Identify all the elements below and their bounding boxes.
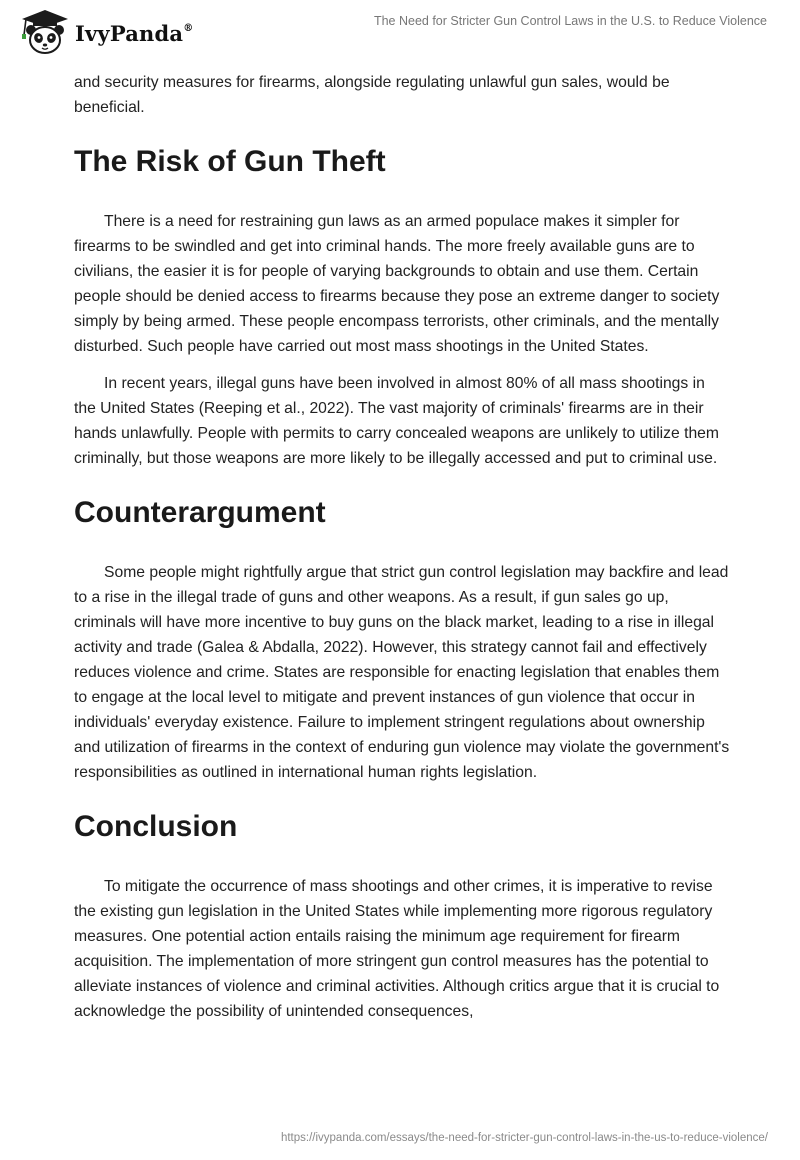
ivypanda-logo[interactable] [14,8,193,56]
paragraph: To mitigate the occurrence of mass shootings and other crimes, it is imperative to revise the existing gun legislation in the United States while implementing more rigorous regulatory measures. One potential action entails raising the minimum age requirement for firearm acquisition. The implementation of more stringent gun control measures has the potential to alleviate instances of violence and criminal activities. Although critics argue that it is crucial to acknowledge the possibility of unintended consequences, [74,878,720,1020]
document-title: The Need for Stricter Gun Control Laws in the U.S. to Reduce Violence [373,14,767,28]
source-url-link[interactable]: https://ivypanda.com/essays/the-need-for-stricter-gun-control-laws-in-the-us-to-reduce-violence/ [280,1132,768,1144]
panda-graduate-icon [14,8,72,56]
essay-body [74,70,730,1036]
section-heading-gun-theft: The Risk of Gun Theft [74,145,386,178]
section-heading-counterargument: Counterargument [74,496,326,529]
paragraph: In recent years, illegal guns have been involved in almost 80% of all mass shootings in the United States (Reeping et al., 2022). The vast majority of criminals' firearms are in their hands unlawfully. People with permits to carry concealed weapons are unlikely to utilize them criminally, but those weapons are more likely to be illegally accessed and put to criminal use. [74,375,719,467]
section-heading-conclusion: Conclusion [74,810,238,843]
intro-fragment-paragraph: and security measures for firearms, alongside regulating unlawful gun sales, would be beneficial. [74,74,670,116]
paragraph: Some people might rightfully argue that strict gun control legislation may backfire and lead to a rise in the illegal trade of guns and other weapons. As a result, if gun sales go up, criminals will have more incentive to buy guns on the black market, leading to a rise in illegal activity and trade (Galea & Abdalla, 2022). However, this strategy cannot fail and effectively reduces violence and crime. States are responsible for enacting legislation that enables them to engage at the local level to mitigate and prevent instances of gun violence that occur in individuals' everyday existence. Failure to implement stringent regulations about ownership and utilization of firearms in the context of enduring gun violence may violate the government's responsibilities as outlined in international human rights legislation. [74,564,730,781]
logo-wordmark: IvyPanda® [75,20,194,46]
page-header [0,0,800,60]
paragraph: There is a need for restraining gun laws as an armed populace makes it simpler for firearms to be swindled and get into criminal hands. The more freely available guns are to civilians, the easier it is for people of varying backgrounds to obtain and use them. Certain people should be denied access to firearms because they pose an extreme danger to society simply by being armed. These people encompass terrorists, other criminals, and the mentally disturbed. Such people have carried out most mass shootings in the United States. [74,213,720,355]
